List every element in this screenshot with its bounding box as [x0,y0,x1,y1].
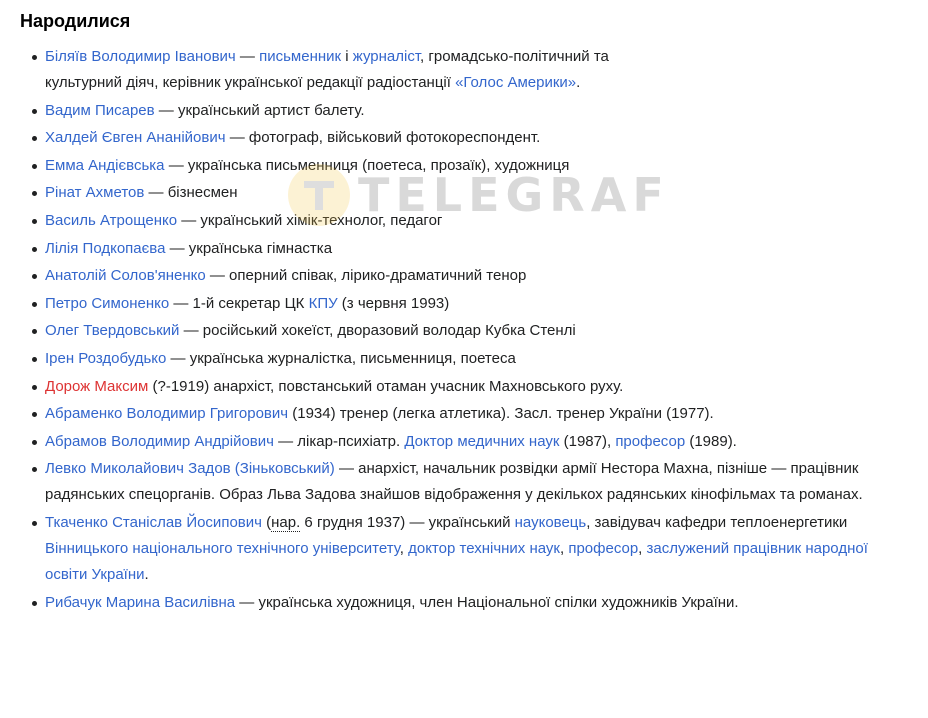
person-redlink[interactable]: Дорож Максим [45,377,149,395]
profession-link[interactable]: письменник [259,48,342,65]
list-item [20,401,910,427]
person-link[interactable]: Абраменко Володимир Григорович [45,405,289,423]
list-item [20,236,910,262]
list-item-text: (?-1919) анархіст, повстанський отаман учасник Махновського руху. [148,377,624,395]
list-item-text: , завідувач кафедри теплоенергетики [586,513,848,531]
list-item-text: — [235,48,260,65]
honor-link[interactable]: заслужений працівник народної освіти України [45,539,868,583]
person-link[interactable]: Рибачук Марина Василівна [45,593,236,611]
list-item-text: — 1-й секретар ЦК [169,294,309,312]
list-item-text: — бізнесмен [144,184,238,202]
list-item [20,456,910,508]
list-item-text: — фотограф, військовий фотокореспондент. [225,129,541,147]
list-item [20,44,910,96]
list-item-text: (з червня 1993) [337,294,450,312]
list-item-text: — український хімік-технолог, педагог [177,211,443,229]
person-link[interactable]: Біляїв Володимир Іванович [45,48,236,65]
list-item [20,510,910,588]
person-link[interactable]: Левко Миколайович Задов (Зіньковський) [45,460,335,478]
person-link[interactable]: Вадим Писарев [45,101,155,119]
list-item-text: — українська художниця, член Національної спілки художників України. [235,593,739,611]
person-link[interactable]: Василь Атрощенко [45,211,178,229]
list-item [20,98,910,124]
list-item-text: — український артист балету. [154,101,365,119]
list-item [20,346,910,372]
list-item-text: , [399,539,409,557]
list-item-text: 6 грудня 1937) — український [300,513,515,531]
list-item-text: . [576,74,581,91]
list-item-text: і [341,48,353,65]
list-item-text: ( [261,513,272,531]
births-list [20,44,910,616]
person-link[interactable]: Халдей Євген Ананійович [45,129,226,147]
profession-link[interactable]: науковець [514,513,587,531]
radio-station-link[interactable]: «Голос Америки» [455,74,577,91]
person-link[interactable]: Анатолій Солов'яненко [45,267,206,285]
title-link[interactable]: професор [615,432,686,450]
born-abbreviation: нар. [271,513,301,531]
list-item-text: — українська журналістка, письменниця, поетеса [166,349,516,367]
list-item [20,180,910,206]
person-link[interactable]: Ткаченко Станіслав Йосипович [45,513,262,531]
list-item-text: — оперний співак, лірико-драматичний тенор [205,267,527,285]
party-link[interactable]: КПУ [308,294,338,312]
person-link[interactable]: Ірен Роздобудько [45,349,167,367]
list-item-text: (1987), [559,432,616,450]
profession-link[interactable]: журналіст [352,48,421,65]
list-item-text: (1989). [685,432,737,450]
person-link[interactable]: Петро Симоненко [45,294,170,312]
watermark-text: TELEGRAF [358,168,670,222]
person-link[interactable]: Емма Андієвська [45,156,165,174]
list-item-text: , [638,539,647,557]
university-link[interactable]: Вінницького національного технічного університету [45,539,400,557]
list-item [20,208,910,234]
section-heading: Народилися [20,11,131,31]
person-link[interactable]: Абрамов Володимир Андрійович [45,432,274,450]
degree-link[interactable]: доктор технічних наук [408,539,560,557]
title-link[interactable]: професор [568,539,639,557]
list-item-text: культурний діяч, керівник української редакції радіостанції [45,74,456,91]
degree-link[interactable]: Доктор медичних наук [404,432,560,450]
list-item [20,590,910,616]
list-item [20,291,910,317]
list-item-text: , [559,539,569,557]
list-item [20,153,910,179]
list-item [20,263,910,289]
list-item-text: — українська письменниця (поетеса, прозаїк), художниця [164,156,570,174]
list-item-text: — українська гімнастка [165,239,333,257]
person-link[interactable]: Рінат Ахметов [45,184,145,202]
list-item [20,374,910,400]
list-item-text: (1934) тренер (легка атлетика). Засл. тренер України (1977). [288,405,714,423]
list-item-text: — лікар-психіатр. [273,432,405,450]
births-section [20,8,910,617]
list-item-text: . [144,565,149,583]
list-item [20,318,910,344]
list-item-text: — анархіст, начальник розвідки армії Нестора Махна, пізніше — працівник радянських спецорганів. Образ Льва Задова знайшов відображення у декількох радянських кінофільмах та романах. [45,460,863,504]
list-item-text: , громадсько-політичний та [420,48,609,65]
list-item [20,429,910,455]
person-link[interactable]: Олег Твердовський [45,322,180,340]
list-item-text: — російський хокеїст, дворазовий володар Кубка Стенлі [179,322,576,340]
list-item [20,125,910,151]
person-link[interactable]: Лілія Подкопаєва [45,239,166,257]
